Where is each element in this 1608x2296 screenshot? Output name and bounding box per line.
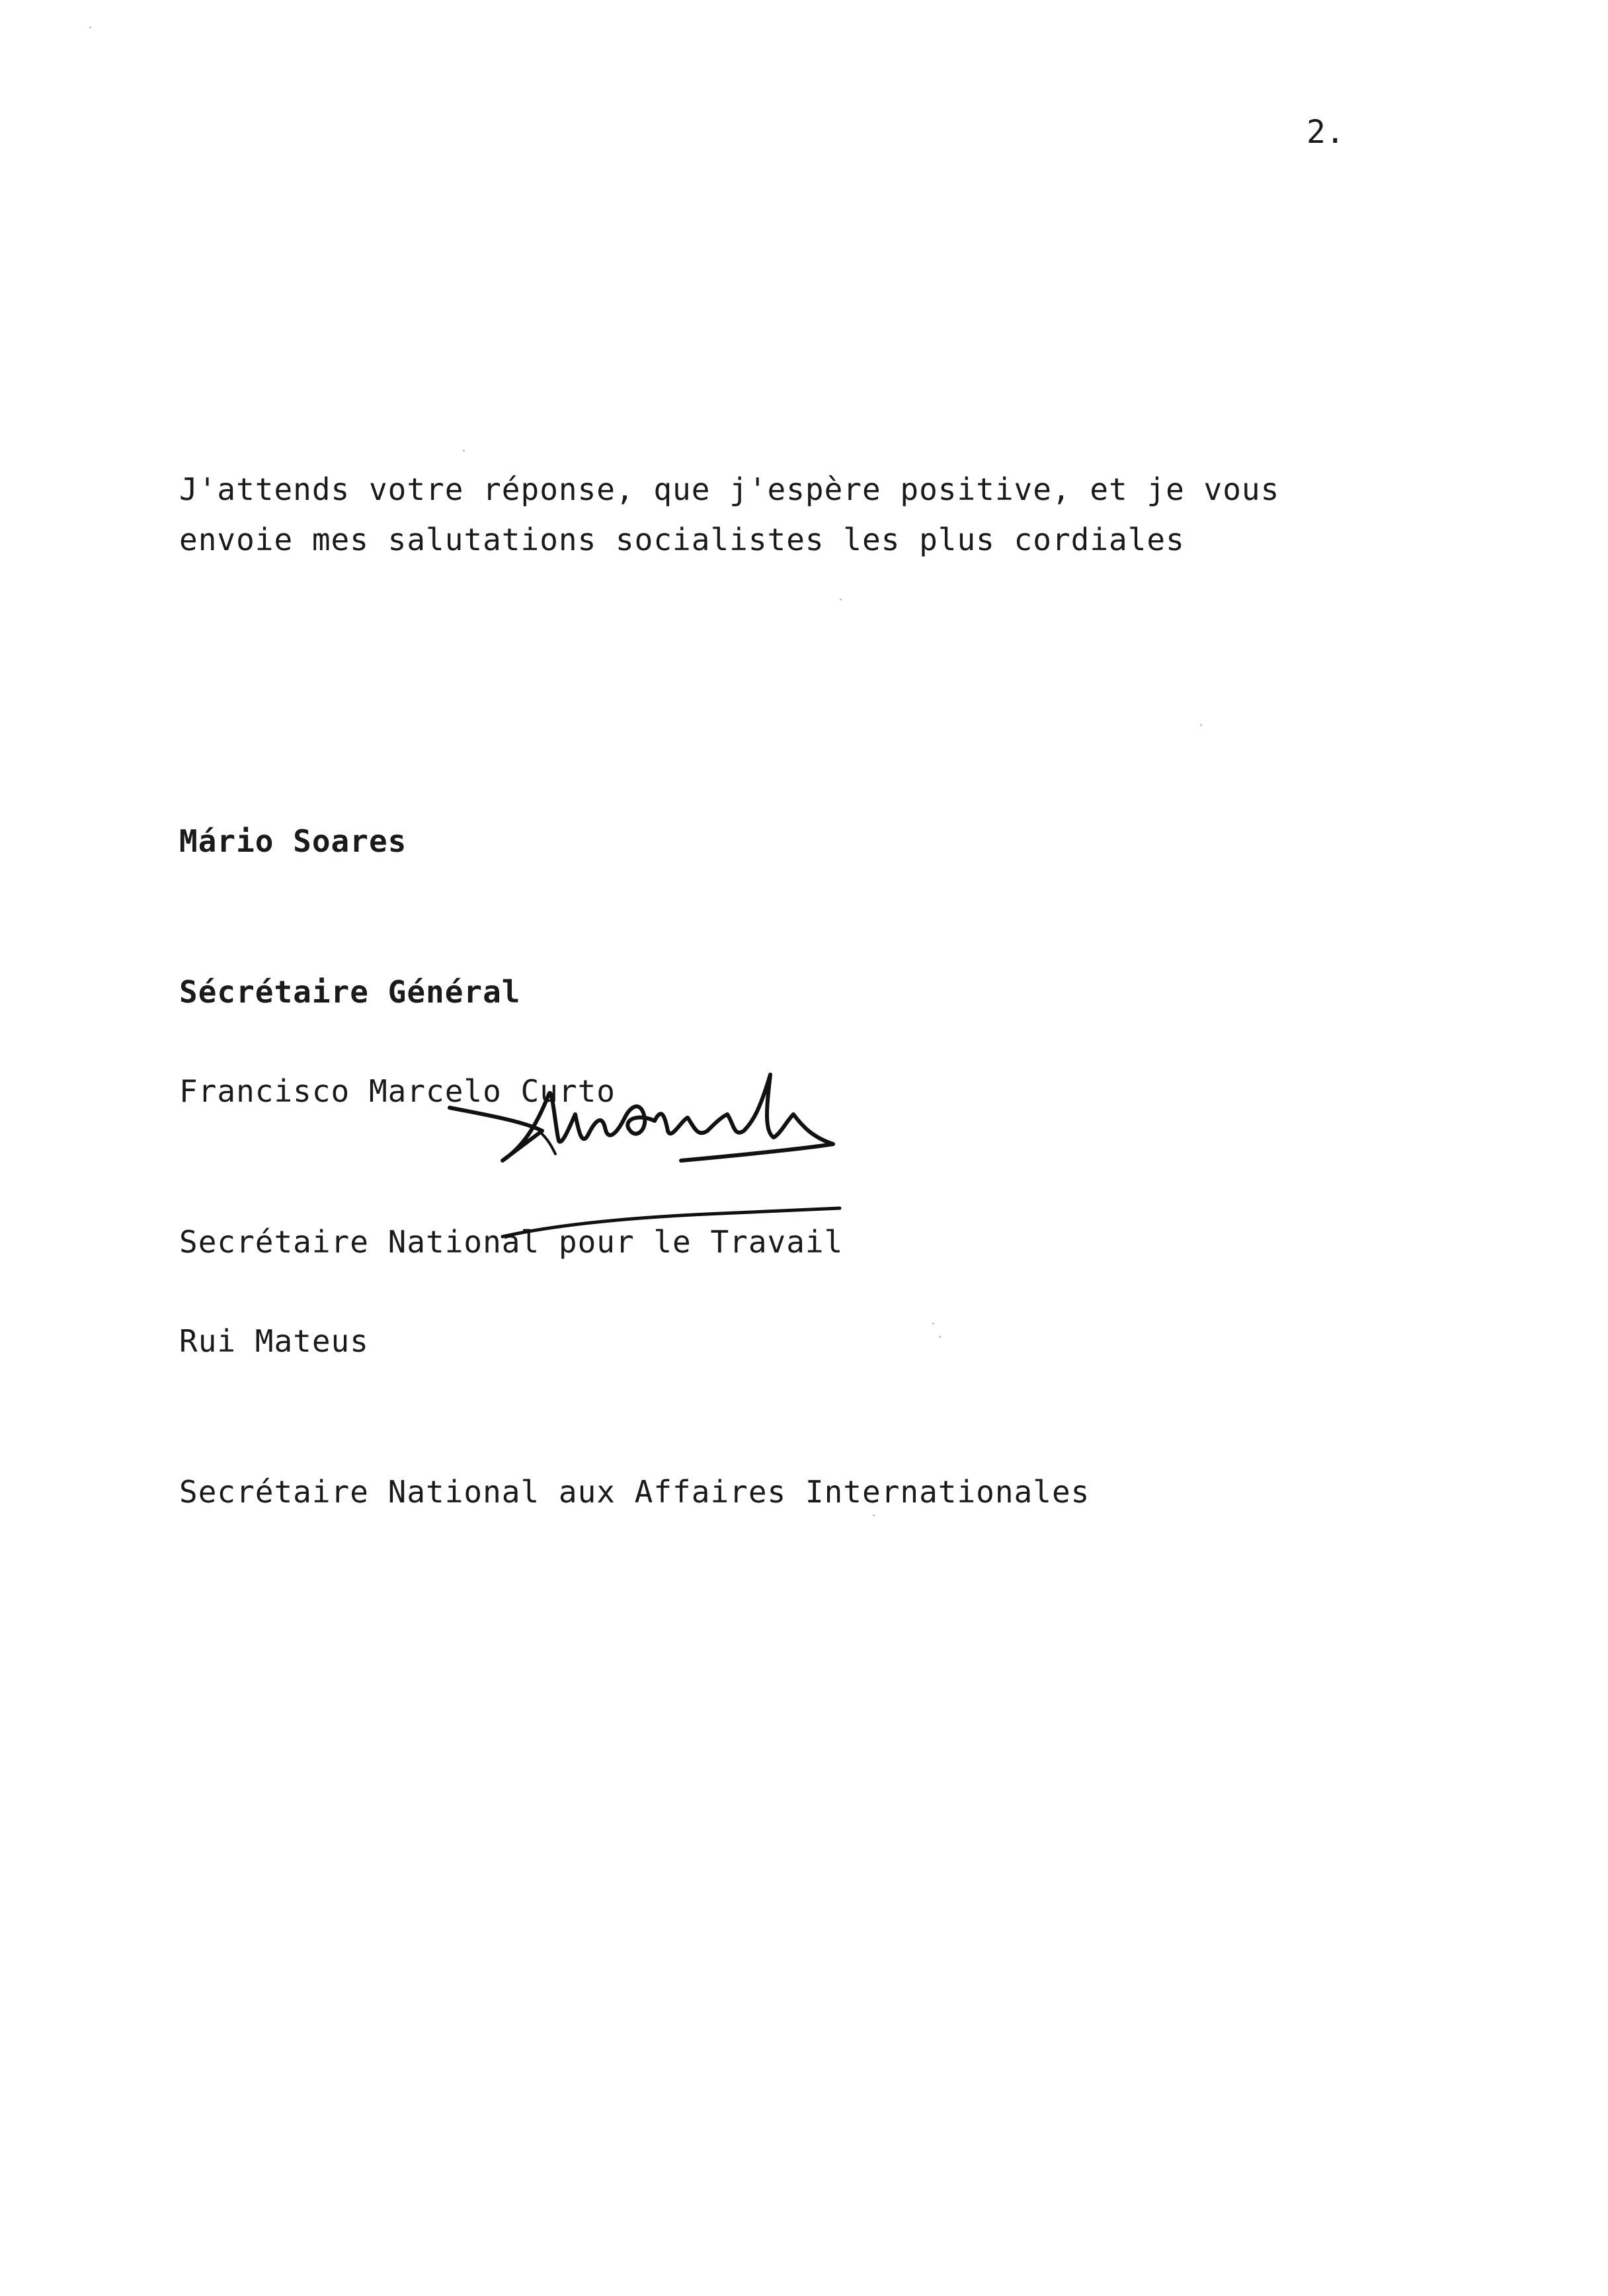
signatory-title: Secrétaire National pour le Travail [179,1224,844,1260]
signatory-name: Rui Mateus [179,1323,369,1359]
signatory-block-mateus [179,1215,1090,1618]
signatory-title: Sécrétaire Général [179,974,521,1010]
paper-speck [840,598,842,600]
paper-speck [1200,724,1202,726]
paper-speck [873,1514,875,1516]
signatory-title: Secrétaire National aux Affaires Internationales [179,1474,1090,1510]
signatory-name: Mário Soares [179,823,407,859]
paper-speck [89,26,91,28]
paper-speck [939,1336,941,1338]
paper-speck [463,450,465,452]
closing-paragraph [179,464,1279,565]
paper-speck [932,1323,934,1325]
closing-line-2: envoie mes salutations socialistes les plus cordiales [179,522,1185,557]
closing-line-1: J'attends votre réponse, que j'espère positive, et je vous [179,472,1280,507]
page-number: 2. [1306,114,1345,151]
signatory-name: Francisco Marcelo Curto [179,1073,616,1109]
